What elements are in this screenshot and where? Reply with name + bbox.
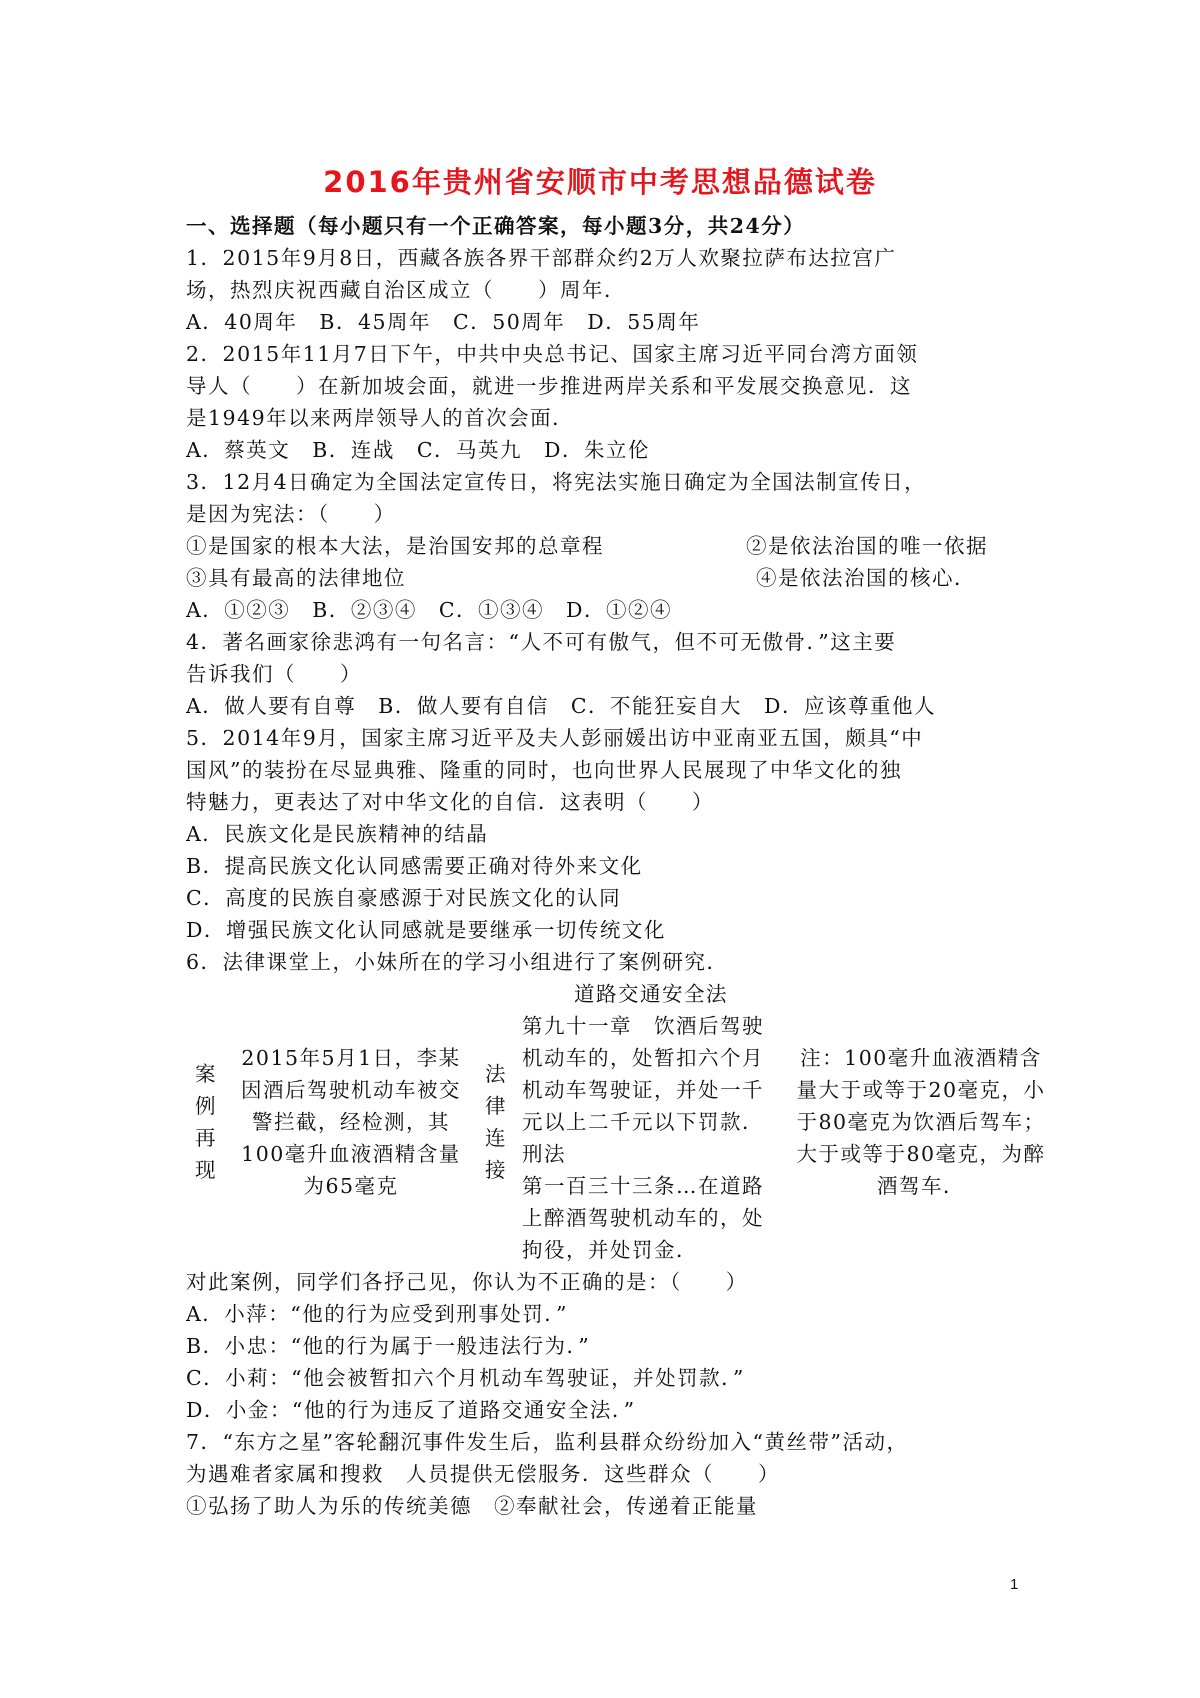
question-stem-line: 对此案例，同学们各抒己见，你认为不正确的是：（ ） [186, 1270, 748, 1294]
option-d: D．小金：“他的行为违反了道路交通安全法．” [186, 1398, 636, 1422]
question-options: A．40周年 B．45周年 C．50周年 D．55周年 [186, 310, 701, 334]
option-a: A．民族文化是民族精神的结晶 [186, 822, 489, 846]
law-text-2: 第一百三十三条…在道路上醉酒驾驶机动车的，处拘役，并处罚金． [522, 1174, 764, 1262]
question-stem-line: 国风”的装扮在尽显典雅、隆重的同时，也向世界人民展现了中华文化的独 [186, 758, 902, 782]
question-stem-line: 导人（ ）在新加坡会面，就进一步推进两岸关系和平发展交换意见．这 [186, 374, 912, 398]
statement-row [186, 562, 1056, 594]
question-stem-line: 4．著名画家徐悲鸿有一句名言：“人不可有傲气，但不可无傲骨．”这主要 [186, 630, 897, 654]
page-title: 2016年贵州省安顺市中考思想品德试卷 [323, 165, 877, 199]
law-cell [516, 978, 786, 1266]
question-stem-line: 特魅力，更表达了对中华文化的自信．这表明（ ） [186, 790, 714, 814]
statement-4: ④是依法治国的核心． [756, 566, 976, 590]
law-title-2: 刑法 [522, 1142, 566, 1166]
question-stem-line: 是因为宪法：（ ） [186, 502, 396, 526]
question-stem-line: 场，热烈庆祝西藏自治区成立（ ）周年． [186, 278, 626, 302]
statement-1: ①是国家的根本大法，是治国安邦的总章程 [186, 534, 604, 558]
question-6 [186, 946, 1056, 1426]
statement-3: ③具有最高的法律地位 [186, 566, 406, 590]
question-stem-line: 3．12月4日确定为全国法定宣传日，将宪法实施日确定为全国法制宣传日， [186, 470, 927, 494]
question-stem-line: 是1949年以来两岸领导人的首次会面． [186, 406, 575, 430]
question-3 [186, 466, 1056, 626]
question-stem-line: 7．“东方之星”客轮翻沉事件发生后，监利县群众纷纷加入“黄丝带”活动， [186, 1430, 909, 1454]
case-label-cell [186, 978, 226, 1266]
question-stem-line: 1．2015年9月8日，西藏各族各界干部群众约2万人欢聚拉萨布达拉宫广 [186, 246, 897, 270]
question-stem-line: 2．2015年11月7日下午，中共中央总书记、国家主席习近平同台湾方面领 [186, 342, 919, 366]
option-b: B．提高民族文化认同感需要正确对待外来文化 [186, 854, 643, 878]
statement-row: ①弘扬了助人为乐的传统美德 ②奉献社会，传递着正能量 [186, 1494, 758, 1518]
law-label: 法律连接 [485, 1062, 507, 1182]
question-stem-line: 5．2014年9月，国家主席习近平及夫人彭丽媛出访中亚南亚五国，颇具“中 [186, 726, 924, 750]
section-heading: 一、选择题（每小题只有一个正确答案，每小题3分，共24分） [186, 214, 806, 238]
law-label-cell [476, 978, 516, 1266]
law-text-1: 第九十一章 饮酒后驾驶机动车的，处暂扣六个月机动车驾驶证，并处一千元以上二千元以下罚款． [522, 1014, 764, 1134]
question-stem-line: 6．法律课堂上，小妹所在的学习小组进行了案例研究． [186, 950, 729, 974]
law-title: 道路交通安全法 [574, 982, 728, 1006]
option-d: D．增强民族文化认同感就是要继承一切传统文化 [186, 918, 666, 942]
question-7 [186, 1426, 1056, 1522]
option-a: A．小萍：“他的行为应受到刑事处罚．” [186, 1302, 569, 1326]
exam-content [186, 210, 1056, 1522]
question-stem-line: 为遇难者家属和搜救 人员提供无偿服务．这些群众（ ） [186, 1462, 780, 1486]
page-number: 1 [1010, 1576, 1019, 1593]
case-label: 案例再现 [195, 1062, 217, 1182]
question-4 [186, 626, 1056, 722]
option-c: C．高度的民族自豪感源于对民族文化的认同 [186, 886, 622, 910]
case-table [186, 978, 1056, 1266]
statement-2: ②是依法治国的唯一依据 [746, 534, 988, 558]
note-text: 注：100毫升血液酒精含量大于或等于20毫克，小于80毫克为饮酒后驾车；大于或等于80毫克，为醉酒驾车． [796, 1046, 1046, 1198]
question-1 [186, 242, 1056, 338]
option-b: B．小忠：“他的行为属于一般违法行为．” [186, 1334, 591, 1358]
question-options: A．做人要有自尊 B．做人要有自信 C．不能狂妄自大 D．应该尊重他人 [186, 694, 936, 718]
question-options: A．蔡英文 B．连战 C．马英九 D．朱立伦 [186, 438, 650, 462]
option-c: C．小莉：“他会被暂扣六个月机动车驾驶证，并处罚款．” [186, 1366, 745, 1390]
question-2 [186, 338, 1056, 466]
question-5 [186, 722, 1056, 946]
case-text: 2015年5月1日，李某因酒后驾驶机动车被交警拦截，经检测，其100毫升血液酒精含量为65毫克 [241, 1046, 461, 1198]
question-options: A．①②③ B．②③④ C．①③④ D．①②④ [186, 598, 672, 622]
statement-row [186, 530, 1056, 562]
question-stem-line: 告诉我们（ ） [186, 662, 362, 686]
